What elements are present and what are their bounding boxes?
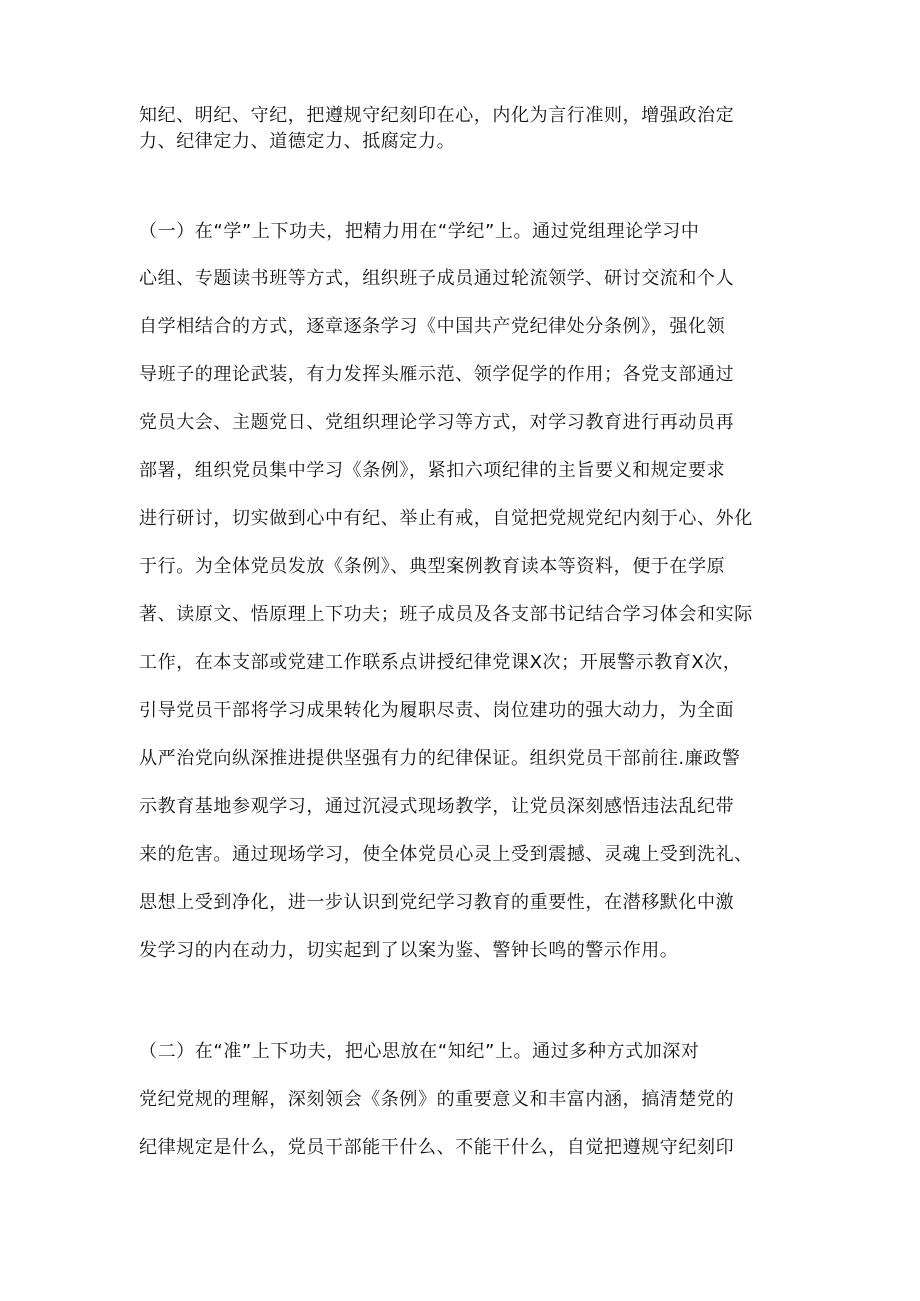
section1-line-7: 进行研讨，切实做到心中有纪、举止有戒，自觉把党规党纪内刻于心、外化 <box>139 508 753 529</box>
section1-line-4: 导班子的理论武装，有力发挥头雁示范、领学促学的作用；各党支部通过 <box>139 364 735 385</box>
intro-line-1: 知纪、明纪、守纪，把遵规守纪刻印在心，内化为言行准则，增强政治定 <box>139 105 735 126</box>
section1-line-1: （一）在“学”上下功夫，把精力用在“学纪”上。通过党组理论学习中 <box>139 221 700 242</box>
section1-line-14: 来的危害。通过现场学习，使全体党员心灵上受到震撼、灵魂上受到洗礼、 <box>139 844 753 865</box>
section1-line-12: 从严治党向纵深推进提供坚强有力的纪律保证。组织党员干部前往.廉政警 <box>139 748 741 769</box>
section1-line-15: 思想上受到净化，进一步认识到党纪学习教育的重要性，在潜移默化中激 <box>139 892 735 913</box>
section2-line-3: 纪律规定是什么，党员干部能干什么、不能干什么，自觉把遵规守纪刻印 <box>139 1137 735 1158</box>
section1-line-11: 引导党员干部将学习成果转化为履职尽责、岗位建功的强大动力，为全面 <box>139 700 735 721</box>
section2-line-1: （二）在“准”上下功夫，把心思放在“知纪”上。通过多种方式加深对 <box>139 1041 700 1062</box>
section1-line-9: 著、读原文、悟原理上下功夫；班子成员及各支部书记结合学习体会和实际 <box>139 604 753 625</box>
section1-line-5: 党员大会、主题党日、党组织理论学习等方式，对学习教育进行再动员再 <box>139 412 735 433</box>
section1-line-3: 自学相结合的方式，逐章逐条学习《中国共产党纪律处分条例》，强化领 <box>139 316 726 337</box>
section2-line-2: 党纪党规的理解，深刻领会《条例》的重要意义和丰富内涵，搞清楚党的 <box>139 1089 735 1110</box>
section1-line-13: 示教育基地参观学习，通过沉浸式现场教学，让党员深刻感悟违法乱纪带 <box>139 796 735 817</box>
section1-line-2: 心组、专题读书班等方式，组织班子成员通过轮流领学、研讨交流和个人 <box>139 268 735 289</box>
section1-line-16: 发学习的内在动力，切实起到了以案为鉴、警钟长鸣的警示作用。 <box>139 940 679 961</box>
section1-line-10: 工作，在本支部或党建工作联系点讲授纪律党课X次；开展警示教育X次， <box>139 652 742 673</box>
intro-line-2: 力、纪律定力、道德定力、抵腐定力。 <box>139 131 456 152</box>
section1-line-6: 部署，组织党员集中学习《条例》，紧扣六项纪律的主旨要义和规定要求 <box>139 460 726 481</box>
section1-line-8: 于行。为全体党员发放《条例》、典型案例教育读本等资料，便于在学原 <box>139 556 726 577</box>
